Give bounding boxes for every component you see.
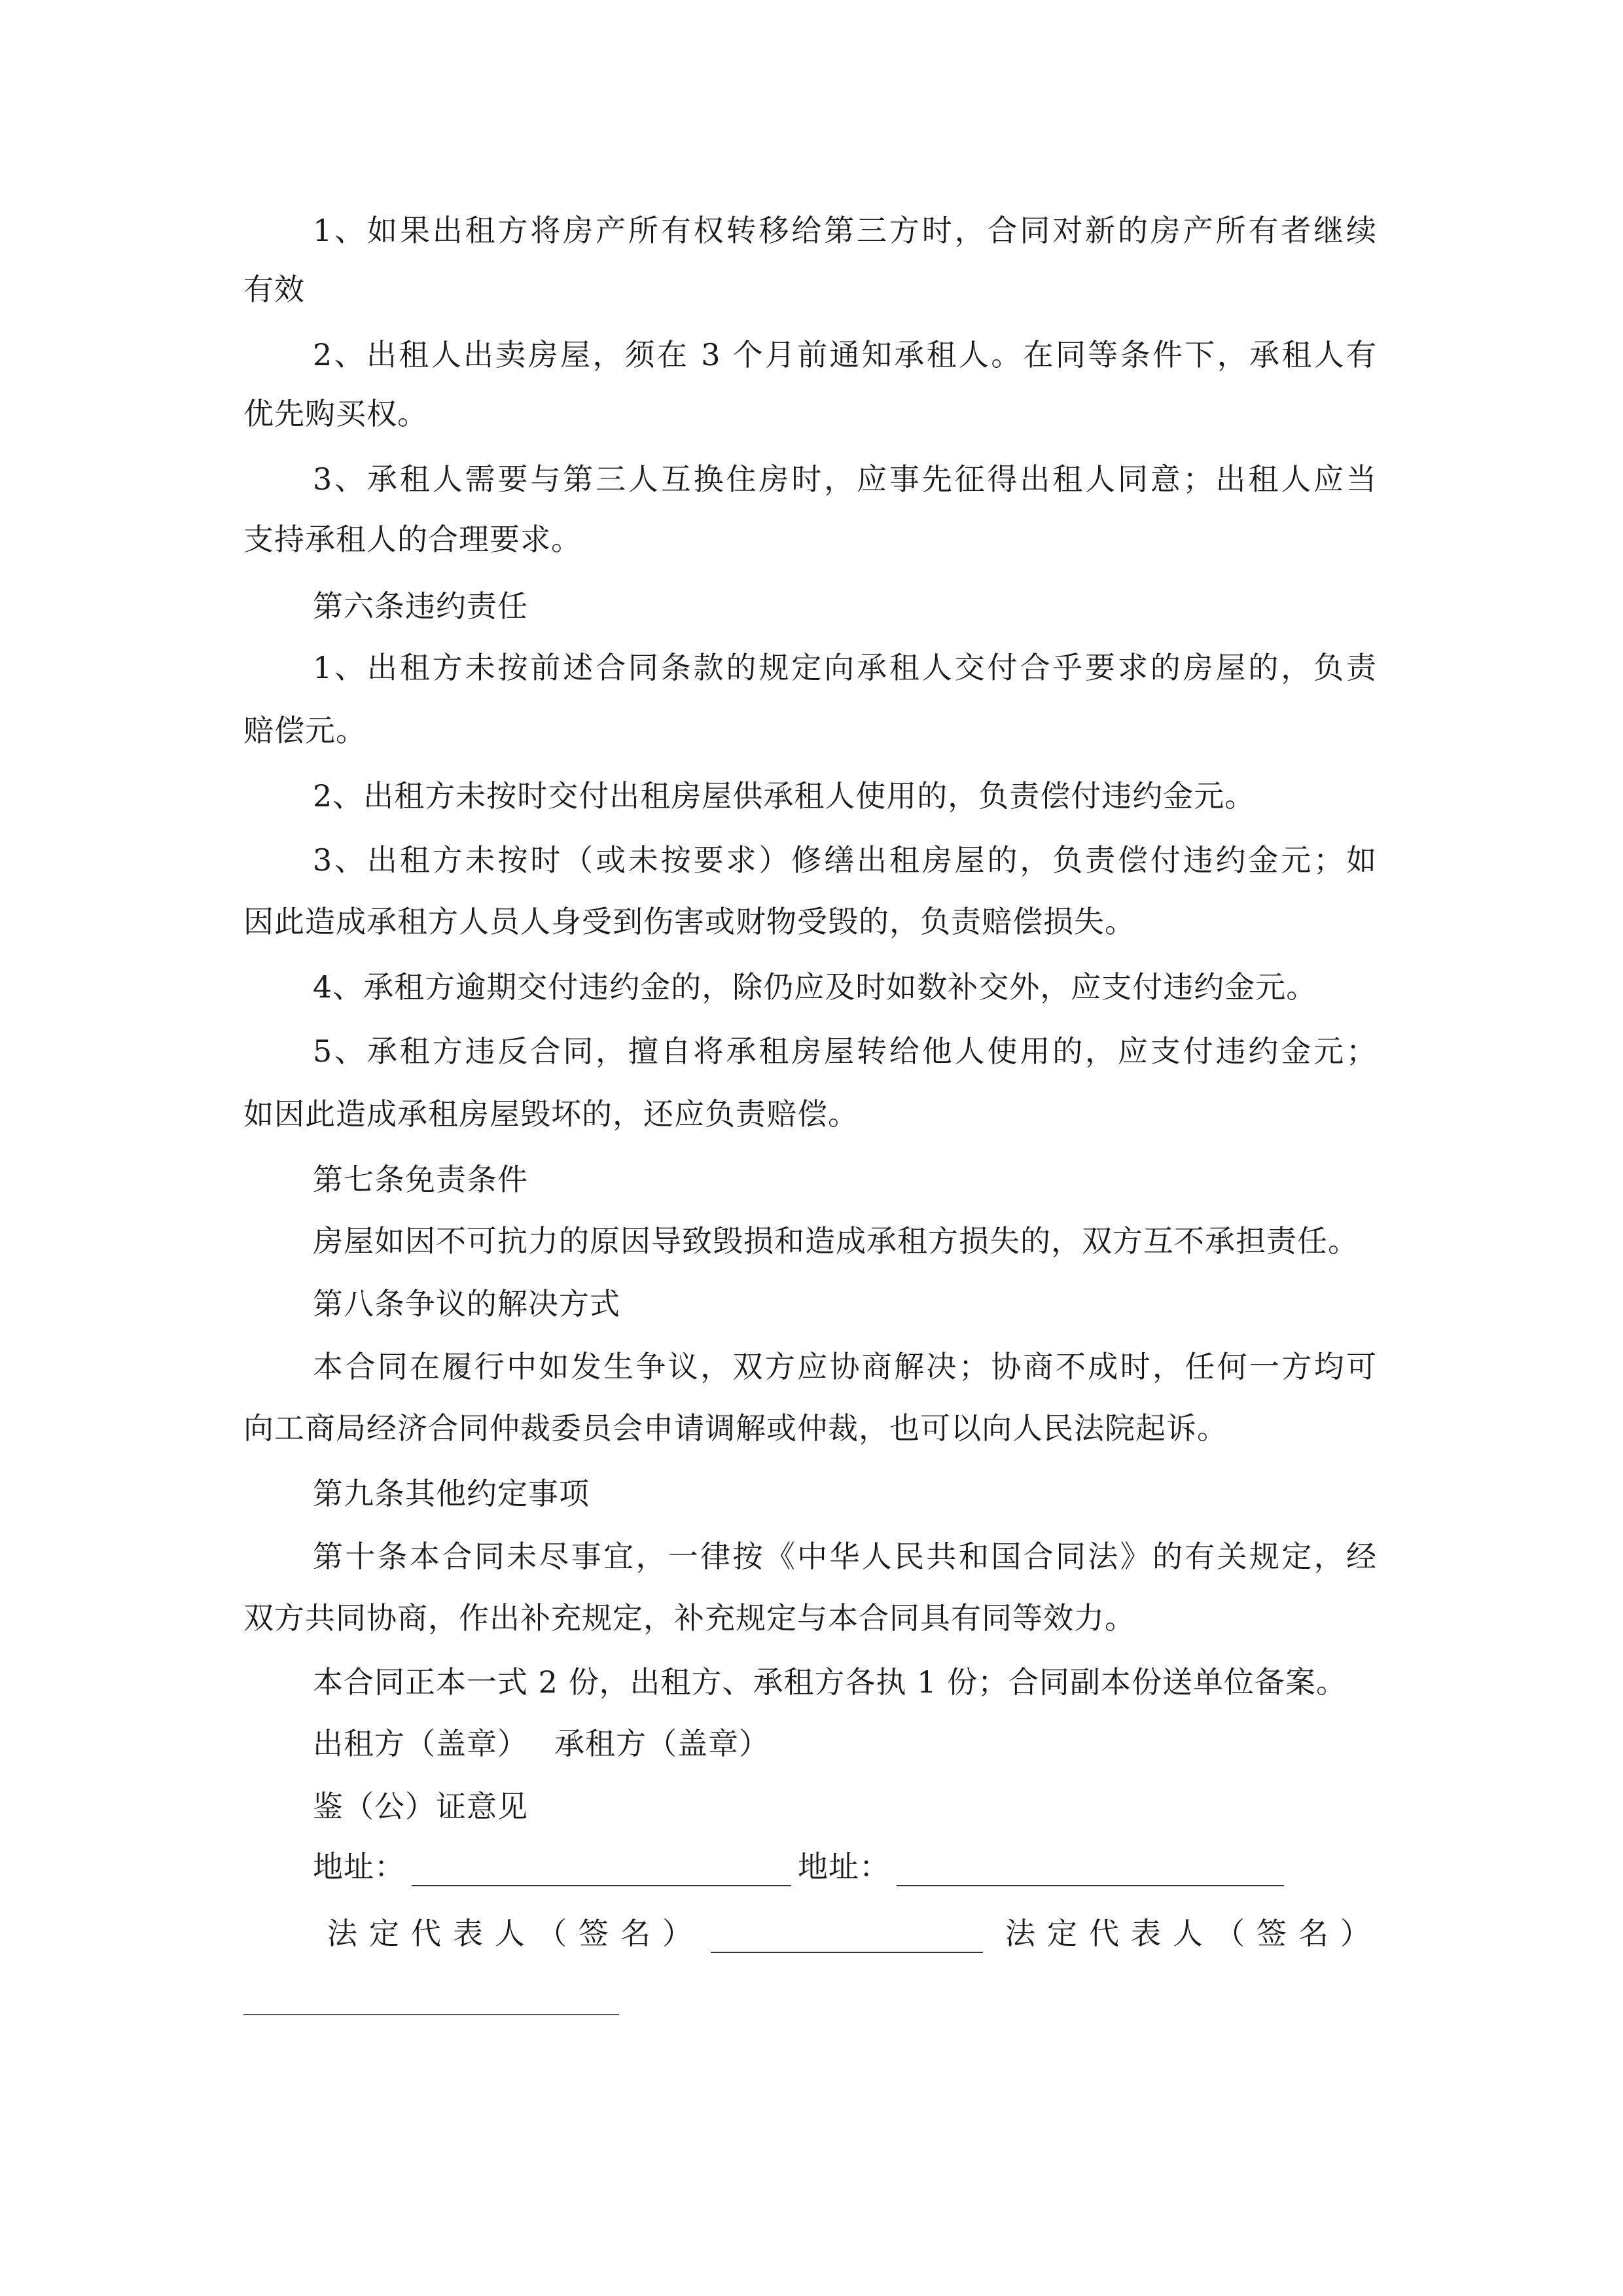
seal-line	[313, 1724, 770, 1763]
paragraph-line: 本合同在履行中如发生争议，双方应协商解决；协商不成时，任何一方均可	[313, 1349, 1377, 1384]
paragraph-line: 双方共同协商，作出补充规定，补充规定与本合同具有同等效力。	[243, 1600, 1135, 1636]
address-label-lessee: 地址：	[798, 1849, 890, 1884]
article-heading: 第九条其他约定事项	[313, 1476, 590, 1511]
lessee-seal-label: 承租方（盖章）	[554, 1726, 770, 1761]
paragraph-line: 因此造成承租方人员人身受到伤害或财物受毁的，负责赔偿损失。	[243, 904, 1135, 939]
paragraph-line: 3、承租人需要与第三人互换住房时，应事先征得出租人同意；出租人应当	[313, 461, 1377, 497]
notary-opinion-label: 鉴（公）证意见	[313, 1789, 528, 1824]
paragraph-line: 第十条本合同未尽事宜，一律按《中华人民共和国合同法》的有关规定，经	[313, 1539, 1377, 1574]
address-line	[313, 1847, 1291, 1886]
paragraph-line: 向工商局经济合同仲裁委员会申请调解或仲裁，也可以向人民法院起诉。	[243, 1410, 1228, 1446]
paragraph-line: 赔偿元。	[243, 713, 366, 748]
article-heading: 第八条争议的解决方式	[313, 1286, 620, 1321]
paragraph-line: 支持承租人的合理要求。	[243, 522, 582, 557]
paragraph-line: 1、如果出租方将房产所有权转移给第三方时，合同对新的房产所有者继续	[313, 213, 1377, 248]
legal-rep-line	[327, 1914, 1382, 1953]
paragraph-line: 4、承租方逾期交付违约金的，除仍应及时如数补交外，应支付违约金元。	[313, 969, 1317, 1005]
address-blank-lessor[interactable]	[412, 1854, 791, 1886]
paragraph-line: 1、出租方未按前述合同条款的规定向承租人交付合乎要求的房屋的，负责	[313, 650, 1377, 685]
paragraph-line: 优先购买权。	[243, 396, 428, 431]
legal-rep-label-lessee: 法定代表人（签名）	[1005, 1916, 1382, 1951]
footnote-separator	[243, 2014, 619, 2015]
address-label-lessor: 地址：	[313, 1849, 405, 1884]
paragraph-line: 如因此造成承租房屋毁坏的，还应负责赔偿。	[243, 1096, 859, 1132]
legal-rep-blank-lessor[interactable]	[711, 1920, 983, 1953]
article-heading: 第七条免责条件	[313, 1162, 528, 1197]
paragraph-line: 5、承租方违反合同，擅自将承租房屋转给他人使用的，应支付违约金元；	[313, 1033, 1377, 1069]
legal-rep-label-lessor: 法定代表人（签名）	[327, 1916, 704, 1951]
lessor-seal-label: 出租方（盖章）	[313, 1726, 528, 1761]
paragraph-line: 有效	[243, 272, 305, 307]
address-blank-lessee[interactable]	[897, 1854, 1284, 1886]
paragraph-line: 2、出租方未按时交付出租房屋供承租人使用的，负责偿付违约金元。	[313, 778, 1256, 814]
paragraph-line: 3、出租方未按时（或未按要求）修缮出租房屋的，负责偿付违约金元；如	[313, 842, 1377, 878]
paragraph-line: 本合同正本一式 2 份，出租方、承租方各执 1 份；合同副本份送单位备案。	[313, 1664, 1347, 1700]
article-heading: 第六条违约责任	[313, 588, 528, 624]
paragraph-line: 2、出租人出卖房屋，须在 3 个月前通知承租人。在同等条件下，承租人有	[313, 337, 1377, 372]
paragraph-line: 房屋如因不可抗力的原因导致毁损和造成承租方损失的，双方互不承担责任。	[313, 1223, 1359, 1259]
